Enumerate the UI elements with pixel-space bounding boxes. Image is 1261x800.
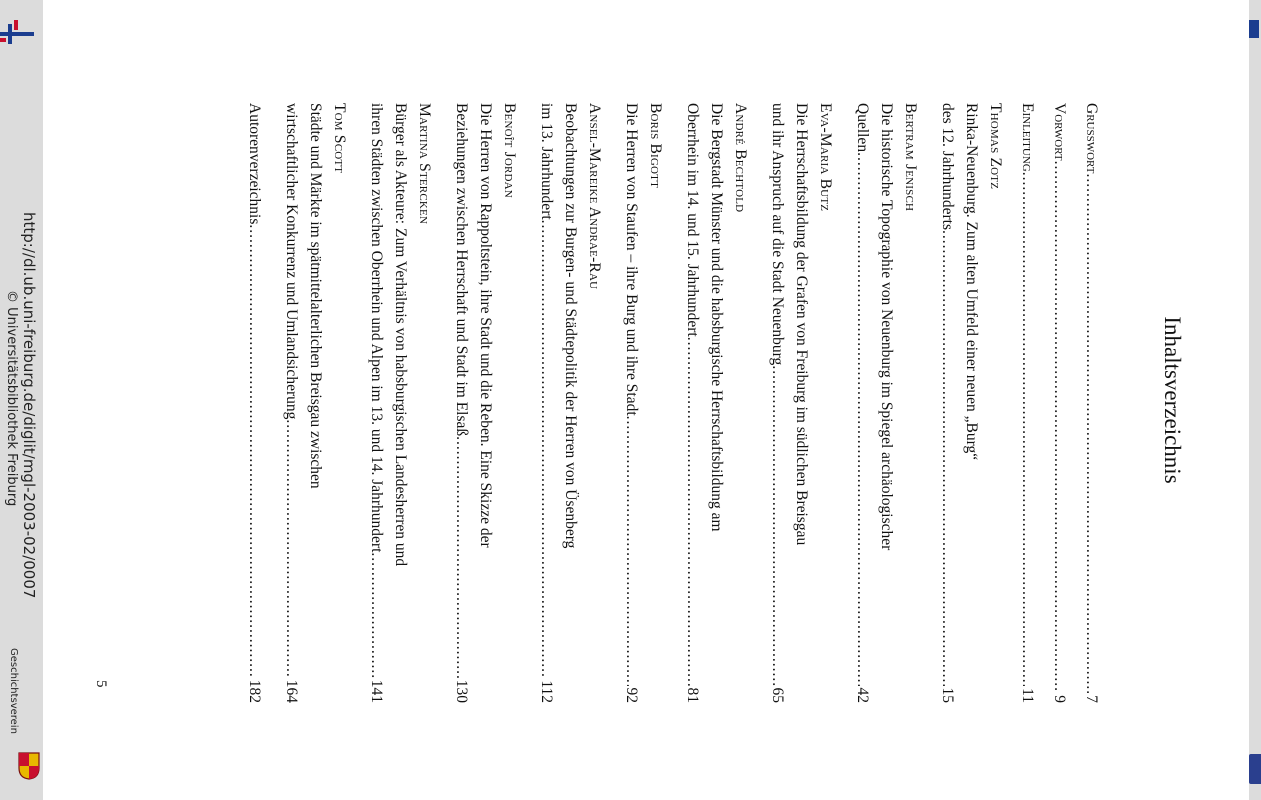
dot-leader — [364, 552, 388, 677]
toc-title-line: Rinka-Neuenburg. Zum alten Umfeld einer neuen „Burg“ — [963, 103, 980, 461]
right-logo-icon — [1249, 20, 1259, 38]
toc-page-number: 130 — [453, 679, 470, 703]
toc-title-line: Beobachtungen zur Burgen- und Städtepolitik der Herren von Üsenberg — [562, 103, 579, 549]
dot-leader — [1015, 172, 1039, 686]
crest-icon — [18, 752, 40, 780]
toc-page-number: 42 — [854, 687, 871, 703]
toc-page-number: 15 — [939, 687, 956, 703]
toc-title-line: Die Bergstadt Münster und die habsburgische Herrschaftsbildung am — [708, 103, 725, 532]
viewer-right-strip — [1249, 0, 1261, 800]
toc-title-text: des 12. Jahrhunderts — [939, 103, 956, 230]
toc-page-number: 92 — [623, 687, 640, 703]
dot-leader — [850, 152, 874, 685]
toc-entry — [850, 103, 922, 703]
toc-entry — [1015, 103, 1039, 703]
right-crest-icon — [1249, 754, 1261, 784]
toc-leader-line — [449, 103, 473, 703]
toc-page-number: 164 — [283, 679, 300, 703]
toc-entry — [364, 103, 436, 703]
toc-leader-line — [765, 103, 789, 703]
toc-leader-line — [935, 103, 959, 703]
toc-entry — [619, 103, 667, 703]
toc-leader-line — [1079, 103, 1103, 703]
dot-leader — [765, 365, 789, 685]
toc-leader-line — [850, 103, 874, 703]
rotated-page-content — [43, 0, 1249, 800]
toc-title-text: im 13. Jahrhundert — [538, 103, 555, 220]
toc-page-number: 141 — [368, 679, 385, 703]
toc-title-text: Autorenverzeichnis — [246, 103, 263, 225]
toc-author: Eva-Maria Butz — [817, 103, 834, 212]
toc-page-number: 65 — [769, 687, 786, 703]
toc-entry — [449, 103, 521, 703]
dot-leader — [680, 337, 704, 686]
toc-author: Thomas Zotz — [987, 103, 1004, 190]
toc-title-text: und ihr Anspruch auf die Stadt Neuenburg — [769, 103, 786, 366]
toc-entry — [534, 103, 606, 703]
toc-entry — [680, 103, 752, 703]
toc-title-text: Die Herren von Staufen – ihre Burg und ihre Stadt — [623, 103, 640, 416]
page-number: 5 — [93, 680, 109, 688]
toc-author: Benoît Jordan — [501, 103, 518, 198]
toc-page-number: 7 — [1083, 695, 1100, 703]
toc-leader-line — [1047, 103, 1071, 703]
society-label: Geschichtsverein — [8, 648, 19, 734]
toc-title-text: ihren Städten zwischen Oberrhein und Alpen im 13. und 14. Jahrhundert — [368, 103, 385, 553]
toc-page-number: 81 — [684, 687, 701, 703]
toc-page-number: 11 — [1019, 688, 1036, 703]
table-of-contents — [234, 103, 1103, 703]
toc-title-text: Einleitung — [1019, 103, 1036, 172]
toc-entry — [1079, 103, 1103, 703]
toc-entry — [935, 103, 1007, 703]
dot-leader — [1047, 161, 1071, 694]
toc-leader-line — [680, 103, 704, 703]
toc-page-number: 112 — [538, 680, 555, 703]
toc-title-text: Beziehungen zwischen Herrschaft und Stadt im Elsaß — [453, 103, 470, 437]
toc-author: Boris Bigott — [647, 103, 664, 189]
toc-entry — [279, 103, 351, 703]
scanned-page — [43, 0, 1249, 800]
toc-page-number: 9 — [1051, 695, 1068, 703]
toc-author: Ansel-Mareike Andrae-Rau — [586, 103, 603, 290]
toc-leader-line — [364, 103, 388, 703]
toc-leader-line — [242, 103, 266, 703]
dot-leader — [619, 416, 643, 686]
dot-leader — [242, 224, 266, 677]
dot-leader — [534, 220, 558, 679]
toc-leader-line — [1015, 103, 1039, 703]
toc-title-text: Grusswort — [1083, 103, 1100, 174]
page-title: Inhaltsverzeichnis — [1160, 316, 1185, 484]
dot-leader — [1079, 173, 1103, 693]
dot-leader — [449, 436, 473, 678]
toc-title-text: Quellen — [854, 103, 871, 153]
toc-author: Martina Stercken — [416, 103, 433, 225]
toc-page-number: 182 — [246, 679, 263, 703]
document-url[interactable]: http://dl.ub.uni-freiburg.de/diglit/mgl-2003-02/0007 — [20, 212, 38, 599]
toc-title-line: Bürger als Akteure: Zum Verhältnis von habsburgischen Landesherren und — [392, 103, 409, 567]
toc-author: Bertram Jenisch — [902, 103, 919, 212]
toc-title-line: Städte und Märkte im spätmittelalterlichen Breisgau zwischen — [307, 103, 324, 489]
toc-title-text: Vorwort — [1051, 103, 1068, 161]
copyright-notice: © Universitätsbibliothek Freiburg — [4, 290, 19, 507]
toc-title-line: Die historische Topographie von Neuenburg im Spiegel archäologischer — [878, 103, 895, 551]
toc-leader-line — [279, 103, 303, 703]
toc-leader-line — [534, 103, 558, 703]
toc-author: Tom Scott — [331, 103, 348, 174]
toc-entry — [242, 103, 266, 703]
dot-leader — [935, 230, 959, 686]
viewer-left-strip — [0, 0, 43, 800]
dot-leader — [279, 419, 303, 677]
toc-entry — [1047, 103, 1071, 703]
toc-leader-line — [619, 103, 643, 703]
toc-title-text: Oberrhein im 14. und 15. Jahrhundert — [684, 103, 701, 337]
toc-author: André Bechtold — [732, 103, 749, 213]
toc-title-line: Die Herren von Rappoltstein, ihre Stadt und die Reben. Eine Skizze der — [477, 103, 494, 548]
toc-title-line: Die Herrschaftsbildung der Grafen von Freiburg im südlichen Breisgau — [793, 103, 810, 546]
toc-entry — [765, 103, 837, 703]
toc-title-text: wirtschaftlicher Konkurrenz und Umlandsicherung — [283, 103, 300, 420]
